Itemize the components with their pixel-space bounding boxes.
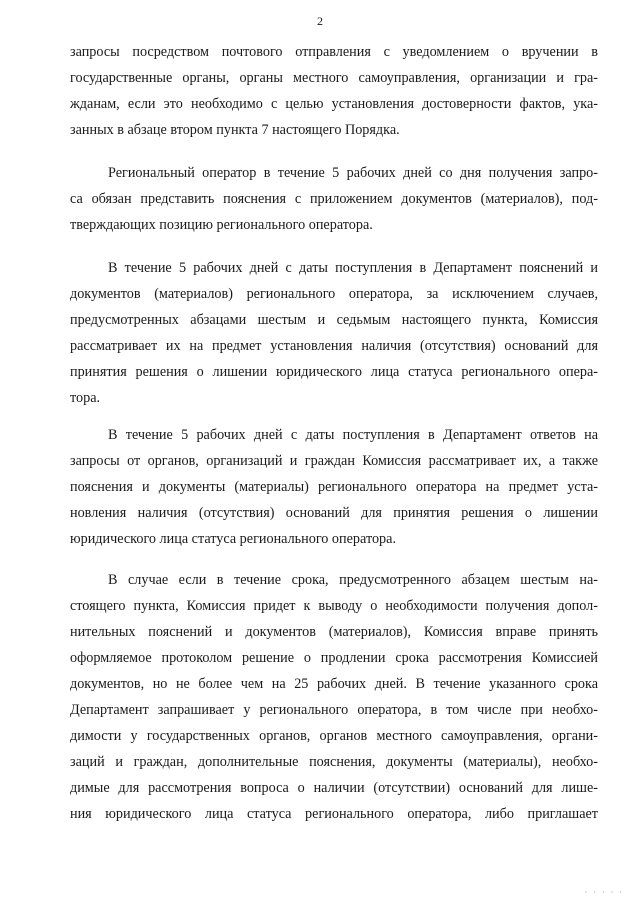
text-line: новления наличия (отсутствия) оснований для принятия решения о лишении (70, 505, 598, 521)
text-line: документов, но не более чем на 25 рабочих дней. В течение указанного срока (70, 676, 598, 692)
text-line: жданам, если это необходимо с целью установления достоверности фактов, ука- (70, 96, 598, 112)
text-line: Региональный оператор в течение 5 рабочих дней со дня получения запро- (108, 165, 598, 181)
text-line: принятия решения о лишении юридического лица статуса регионального опера- (70, 364, 598, 380)
text-line: димости у государственных органов, органов местного самоуправления, органи- (70, 728, 598, 744)
text-line: тора. (70, 390, 101, 406)
text-line: тверждающих позицию регионального оператора. (70, 217, 373, 233)
text-line: оформляемое протоколом решение о продлении срока рассмотрения Комиссией (70, 650, 598, 666)
text-line: ния юридического лица статуса регионального оператора, либо приглашает (70, 806, 598, 822)
text-line: димые для рассмотрения вопроса о наличии (отсутствии) оснований для лише- (70, 780, 598, 796)
scan-artifact-mark: · · · · · (584, 888, 624, 897)
text-line: нительных пояснений и документов (материалов), Комиссия вправе принять (70, 624, 598, 640)
text-line: документов (материалов) регионального оператора, за исключением случаев, (70, 286, 598, 302)
text-line: пояснения и документы (материалы) регионального оператора на предмет уста- (70, 479, 598, 495)
text-line: стоящего пункта, Комиссия придет к выводу о необходимости получения допол- (70, 598, 598, 614)
text-line: предусмотренных абзацами шестым и седьмым настоящего пункта, Комиссия (70, 312, 598, 328)
text-line: юридического лица статуса регионального оператора. (70, 531, 396, 547)
text-line: В течение 5 рабочих дней с даты поступления в Департамент пояснений и (108, 260, 598, 276)
page-number: 2 (317, 14, 323, 28)
text-line: са обязан представить пояснения с приложением документов (материалов), под- (70, 191, 598, 207)
text-line: В течение 5 рабочих дней с даты поступления в Департамент ответов на (108, 427, 598, 443)
text-line: Департамент запрашивает у регионального оператора, в том числе при необхо- (70, 702, 598, 718)
text-line: запросы посредством почтового отправления с уведомлением о вручении в (70, 44, 598, 60)
text-line: рассматривает их на предмет установления наличия (отсутствия) оснований для (70, 338, 598, 354)
text-line: В случае если в течение срока, предусмотренного абзацем шестым на- (108, 572, 598, 588)
text-line: государственные органы, органы местного самоуправления, организации и гра- (70, 70, 598, 86)
text-line: занных в абзаце втором пункта 7 настоящего Порядка. (70, 122, 400, 138)
text-line: запросы от органов, организаций и граждан Комиссия рассматривает их, а также (70, 453, 598, 469)
text-line: заций и граждан, дополнительные пояснения, документы (материалы), необхо- (70, 754, 598, 770)
